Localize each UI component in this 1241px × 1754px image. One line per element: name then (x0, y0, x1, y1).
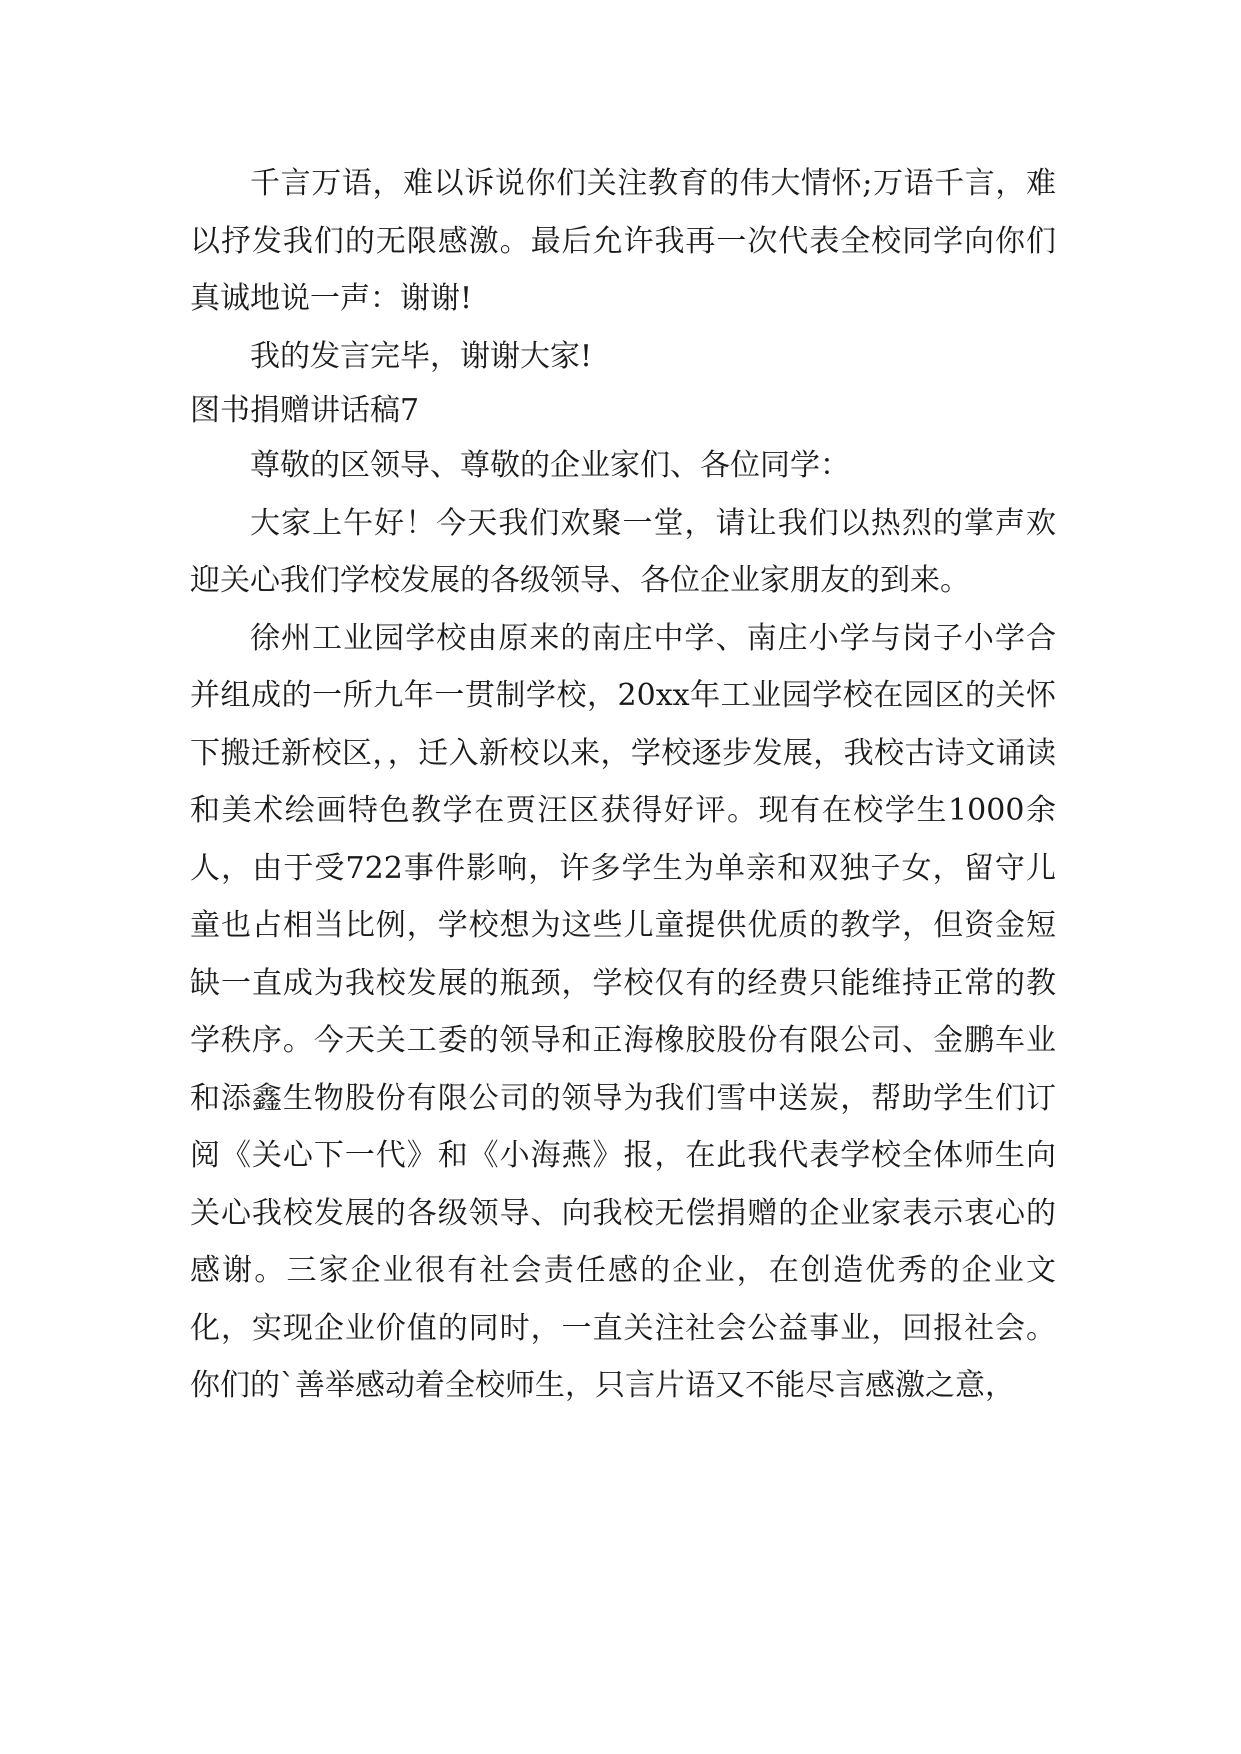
paragraph-greeting: 大家上午好！今天我们欢聚一堂，请让我们以热烈的掌声欢迎关心我们学校发展的各级领导、各位企业家朋友的到来。 (190, 505, 1056, 598)
paragraph-salutation: 尊敬的区领导、尊敬的企业家们、各位同学： (250, 448, 850, 483)
paragraph-speech-end: 我的发言完毕，谢谢大家! (250, 338, 593, 374)
document-page (190, 155, 1056, 1415)
paragraph-school-intro: 徐州工业园学校由原来的南庄中学、南庄小学与岗子小学合并组成的一所九年一贯制学校，20xx年工业园学校在园区的关怀下搬迁新校区，，迁入新校以来，学校逐步发展，我校古诗文诵读和美术绘画特色教学在贾汪区获得好评。现有在校学生1000余人，由于受722事件影响，许多学生为单亲和双独子女，留守儿童也占相当比例，学校想为这些儿童提供优质的教学，但资金短缺一直成为我校发展的瓶颈，学校仅有的经费只能维持正常的教学秩序。今天关工委的领导和正海橡胶股份有限公司、金鹏车业和添鑫生物股份有限公司的领导为我们雪中送炭，帮助学生们订阅《关心下一代》和《小海燕》报，在此我代表学校全体师生向关心我校发展的各级领导、向我校无偿捐赠的企业家表示衷心的感谢。三家企业很有社会责任感的企业，在创造优秀的企业文化，实现企业价值的同时，一直关注社会公益事业，回报社会。你们的`善举感动着全校师生，只言片语又不能尽言感激之意， (190, 620, 1056, 1403)
section-heading: 图书捐赠讲话稿7 (190, 393, 420, 428)
paragraph-closing-thanks: 千言万语，难以诉说你们关注教育的伟大情怀;万语千言，难以抒发我们的无限感激。最后允许我再一次代表全校同学向你们真诚地说一声：谢谢! (190, 166, 1056, 316)
